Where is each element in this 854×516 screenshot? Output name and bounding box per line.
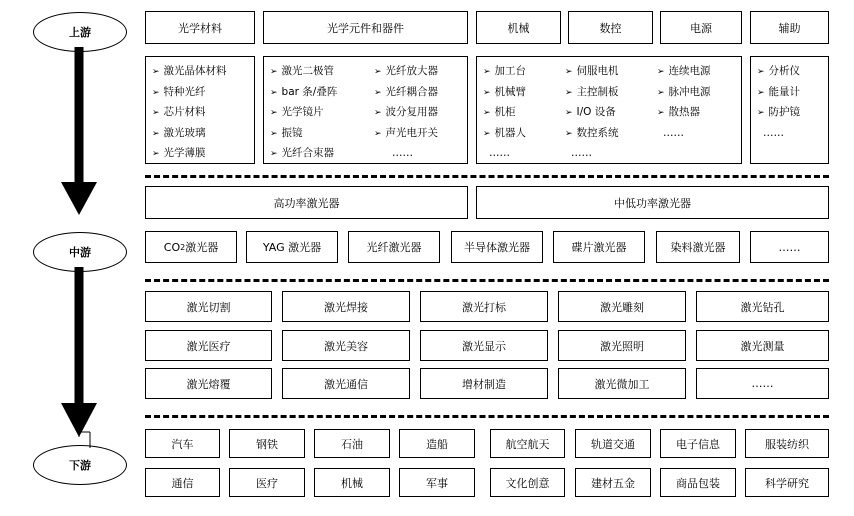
application-cell: ……	[696, 368, 829, 399]
stage-midstream: 中游	[33, 232, 127, 272]
list-item: ➢ 数控系统	[565, 126, 619, 139]
laser-disk: 碟片激光器	[553, 231, 645, 263]
list-item: ……	[392, 147, 413, 159]
header-optical-materials: 光学材料	[145, 11, 255, 44]
list-item: ➢ 激光玻璃	[152, 126, 206, 139]
list-item: ➢ 连续电源	[657, 65, 711, 77]
list-item: ……	[763, 126, 784, 139]
laser-semiconductor: 半导体激光器	[451, 231, 543, 263]
list-item: ➢ bar 条/叠阵	[270, 85, 338, 98]
laser-yag: YAG 激光器	[246, 231, 338, 263]
list-item: ……	[489, 147, 510, 159]
list-item: ➢ I/O 设备	[565, 106, 616, 118]
industry-cell: 造船	[399, 429, 475, 458]
laser-fiber: 光纤激光器	[348, 231, 440, 263]
list-item: ➢ 散热器	[657, 106, 701, 118]
application-cell: 激光钻孔	[696, 291, 829, 322]
list-item: ➢ 光学薄膜	[152, 147, 206, 159]
list-item: ➢ 特种光纤	[152, 85, 206, 98]
application-cell: 激光微加工	[558, 368, 686, 399]
industry-cell: 钢铁	[229, 429, 305, 458]
application-cell: 激光切割	[145, 291, 272, 322]
list-item: ➢ 光纤耦合器	[374, 85, 439, 98]
section-divider	[145, 279, 829, 282]
industry-cell: 机械	[314, 468, 390, 497]
application-cell: 激光医疗	[145, 330, 272, 361]
list-item: ➢ 机器人	[483, 126, 527, 139]
application-cell: 激光熔覆	[145, 368, 272, 399]
list-item: ……	[571, 147, 592, 159]
application-cell: 激光通信	[282, 368, 410, 399]
list-item: ➢ 主控制板	[565, 85, 619, 98]
application-cell: 激光打标	[420, 291, 548, 322]
industry-cell: 商品包装	[660, 468, 736, 497]
list-item: ➢ 机械臂	[483, 85, 527, 98]
industry-cell: 文化创意	[490, 468, 565, 497]
industry-cell: 航空航天	[490, 429, 565, 458]
list-auxiliary	[750, 56, 829, 164]
application-cell: 激光焊接	[282, 291, 410, 322]
list-mechanical-cnc-power	[476, 56, 742, 164]
list-item: ➢ 加工台	[483, 65, 527, 77]
section-divider	[145, 175, 829, 178]
list-item: ➢ 伺服电机	[565, 65, 619, 77]
header-cnc: 数控	[568, 11, 653, 44]
laser-more: ……	[750, 231, 829, 263]
list-optical-components	[263, 56, 468, 164]
header-auxiliary: 辅助	[750, 11, 829, 44]
industry-cell: 汽车	[145, 429, 220, 458]
industry-cell: 科学研究	[745, 468, 829, 497]
section-divider	[145, 415, 829, 418]
list-item: ➢ 防护镜	[757, 106, 801, 118]
industry-cell: 通信	[145, 468, 220, 497]
arrow-down-icon	[61, 182, 97, 215]
application-cell: 激光照明	[558, 330, 686, 361]
list-optical-materials	[145, 56, 255, 164]
list-item: ➢ 光纤放大器	[374, 65, 439, 77]
list-item: ➢ 机柜	[483, 106, 516, 118]
list-item: ➢ 激光晶体材料	[152, 65, 227, 77]
industry-cell: 医疗	[229, 468, 305, 497]
category-high-power: 高功率激光器	[145, 186, 468, 219]
header-mechanical: 机械	[476, 11, 561, 44]
list-item: ➢ 声光电开关	[374, 126, 439, 139]
laser-co2: CO 2 激光器	[145, 231, 237, 263]
application-cell: 激光显示	[420, 330, 548, 361]
list-item: ➢ 光纤合束器	[270, 147, 335, 159]
industry-cell: 轨道交通	[575, 429, 651, 458]
category-mid-low-power: 中低功率激光器	[476, 186, 829, 219]
list-item: ➢ 光学镜片	[270, 106, 324, 118]
industry-cell: 服装纺织	[745, 429, 829, 458]
application-cell: 激光美容	[282, 330, 410, 361]
list-item: ➢ 芯片材料	[152, 106, 206, 118]
list-item: ➢ 分析仪	[757, 65, 801, 77]
list-item: ➢ 激光二极管	[270, 65, 335, 77]
list-item: ➢ 振镜	[270, 126, 303, 139]
application-cell: 激光雕刻	[558, 291, 686, 322]
laser-dye: 染料激光器	[656, 231, 740, 263]
list-item: ➢ 波分复用器	[374, 106, 439, 118]
application-cell: 激光测量	[696, 330, 829, 361]
list-item: ……	[663, 126, 684, 139]
list-item: ➢ 脉冲电源	[657, 85, 711, 98]
header-optical-components: 光学元件和器件	[263, 11, 468, 44]
header-power: 电源	[660, 11, 742, 44]
industry-cell: 电子信息	[660, 429, 736, 458]
stage-downstream: 下游	[33, 445, 127, 485]
industry-cell: 建材五金	[575, 468, 651, 497]
application-cell: 增材制造	[420, 368, 548, 399]
stage-upstream: 上游	[33, 12, 127, 52]
list-item: ➢ 能量计	[757, 85, 801, 98]
industry-cell: 石油	[314, 429, 390, 458]
industry-cell: 军事	[399, 468, 475, 497]
